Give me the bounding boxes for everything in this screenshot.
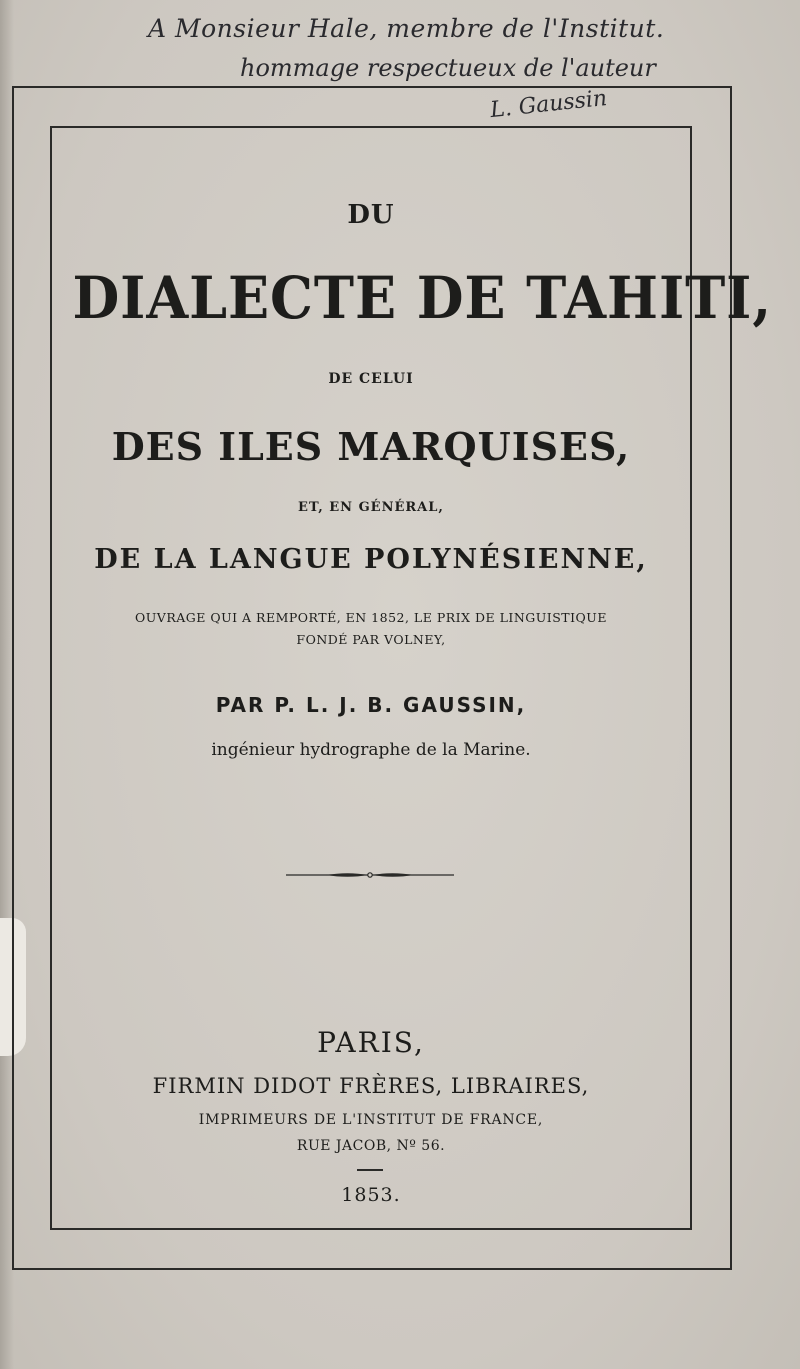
title-prefix: DU	[347, 200, 395, 230]
ornament-rule-icon	[286, 870, 454, 880]
author-role: ingénieur hydrographe de la Marine.	[211, 740, 531, 760]
prize-note-line-2: FONDÉ PAR VOLNEY,	[296, 632, 446, 647]
author-line: PAR P. L. J. B. GAUSSIN,	[215, 693, 527, 717]
inscription-line-2: hommage respectueux de l'auteur	[240, 54, 656, 82]
prize-note-line-1: OUVRAGE QUI A REMPORTÉ, EN 1852, LE PRIX DE LINGUISTIQUE	[135, 610, 607, 625]
imprint-publisher: FIRMIN DIDOT FRÈRES, LIBRAIRES,	[152, 1074, 590, 1098]
subtitle-langue: DE LA LANGUE POLYNÉSIENNE,	[94, 544, 648, 575]
main-title: DIALECTE DE TAHITI,	[72, 264, 773, 332]
imprint-printer: IMPRIMEURS DE L'INSTITUT DE FRANCE,	[198, 1112, 544, 1128]
title-connector-general: ET, EN GÉNÉRAL,	[298, 500, 444, 515]
imprint-city: PARIS,	[317, 1026, 425, 1059]
subtitle-marquises: DES ILES MARQUISES,	[111, 424, 631, 469]
inscription-signature: L. Gaussin	[489, 85, 609, 124]
inscription-line-1: A Monsieur Hale, membre de l'Institut.	[148, 14, 665, 43]
imprint-address: RUE JACOB, Nº 56.	[296, 1138, 446, 1154]
imprint-year: 1853.	[341, 1184, 401, 1206]
title-connector-de-celui: DE CELUI	[328, 371, 414, 387]
title-page-content	[50, 126, 773, 1230]
short-rule-divider	[357, 1169, 383, 1171]
